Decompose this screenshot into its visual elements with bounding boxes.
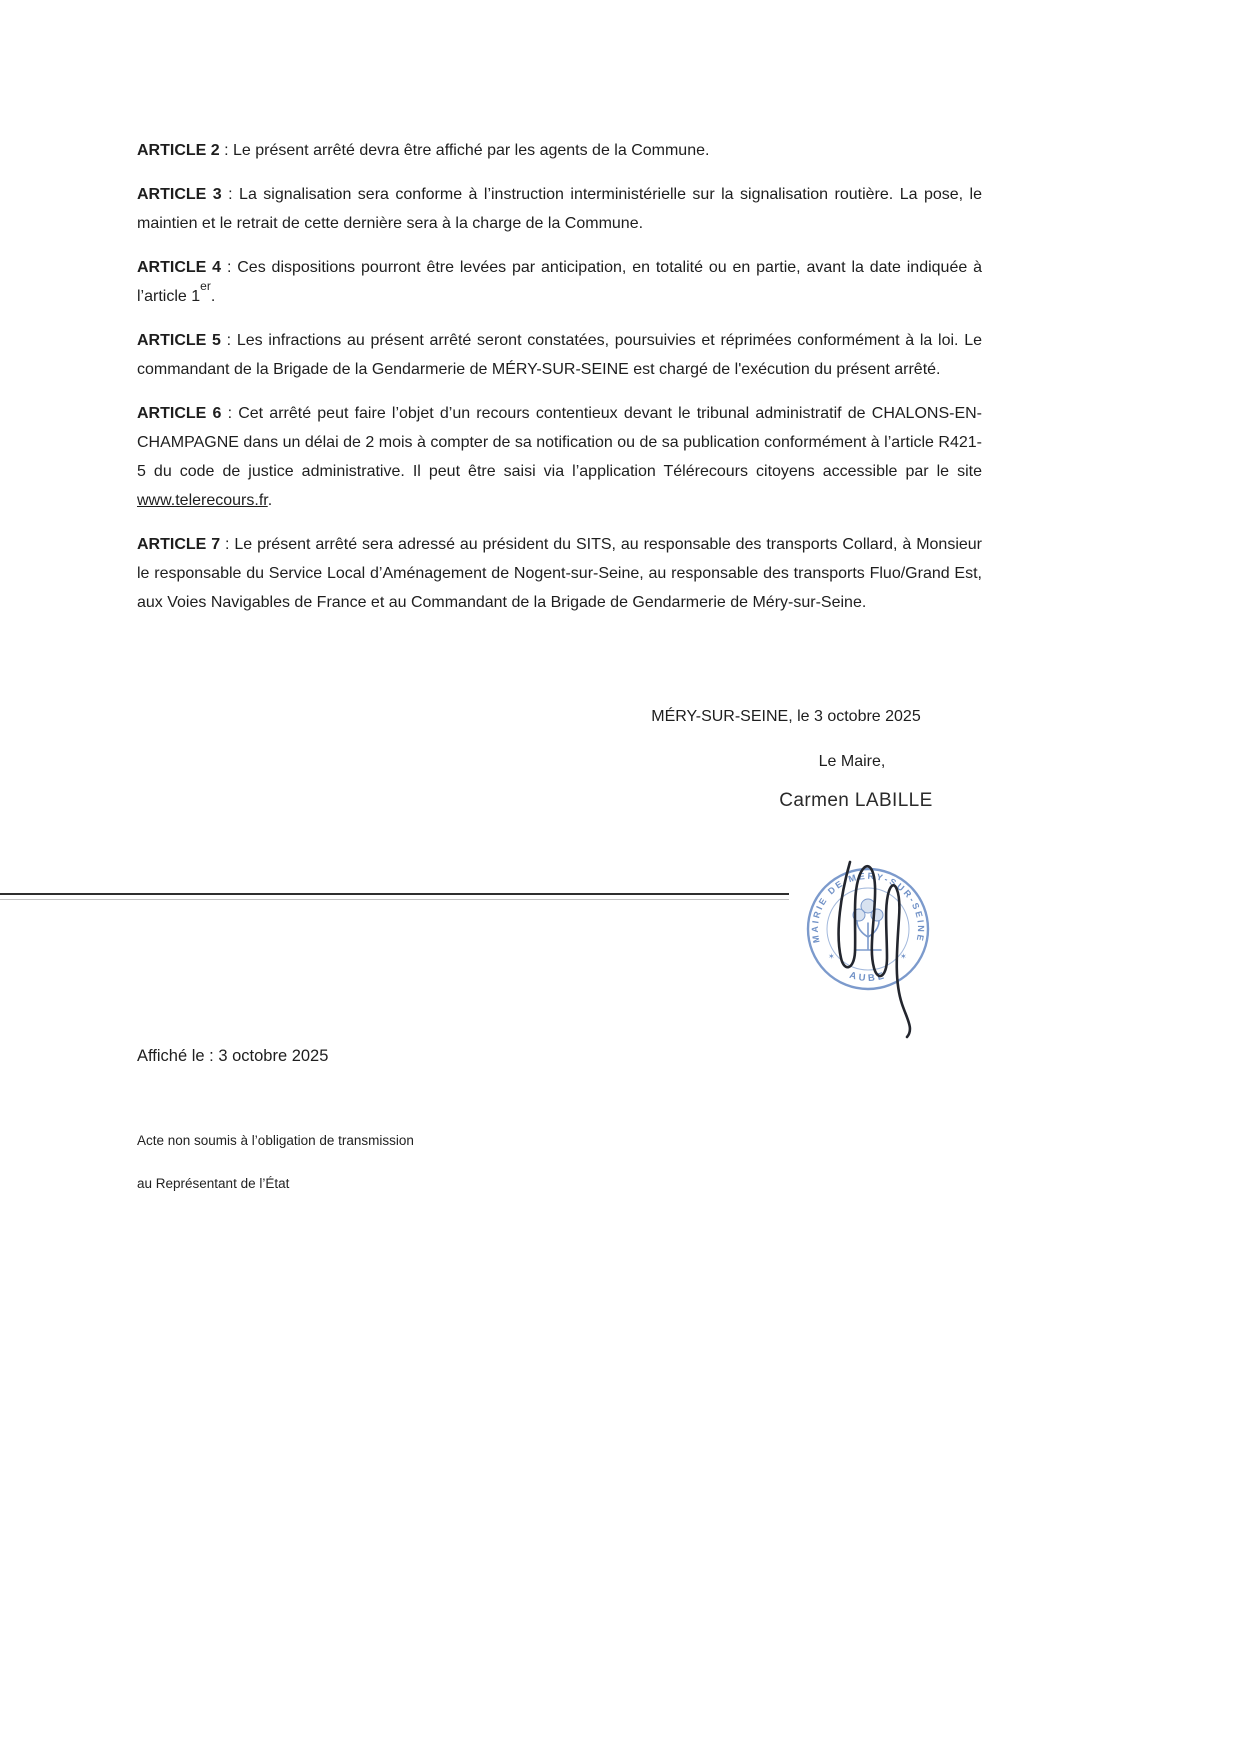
article-4-text: Ces dispositions pourront être levées par anticipation, en totalité ou en partie, avant la date indiquée à l’article 1 <box>137 259 983 305</box>
stamp-star-left: ✶ <box>828 952 835 961</box>
article-6-text-end: . <box>267 492 273 509</box>
signature-place-date: MÉRY-SUR-SEINE, le 3 octobre 2025 <box>651 708 921 725</box>
article-2-separator: : <box>219 142 234 159</box>
article-4-separator: : <box>221 259 238 276</box>
signature-stroke <box>839 862 910 1037</box>
footnote-representant: au Représentant de l’État <box>137 1176 290 1191</box>
article-5-label: ARTICLE 5 <box>137 332 221 349</box>
article-3-label: ARTICLE 3 <box>137 186 222 203</box>
article-5 <box>137 326 982 384</box>
article-6-label: ARTICLE 6 <box>137 405 222 422</box>
article-2-label: ARTICLE 2 <box>137 142 220 159</box>
signature-name: Carmen LABILLE <box>779 790 933 811</box>
stamp-top-text: MAIRIE DE MÉRY-SUR-SEINE <box>809 870 927 944</box>
article-4-superscript: er <box>200 278 211 293</box>
document-body <box>137 136 982 632</box>
article-3-separator: : <box>221 186 240 203</box>
article-5-separator: : <box>220 332 237 349</box>
posted-date: Affiché le : 3 octobre 2025 <box>137 1047 329 1065</box>
signature <box>788 846 968 1046</box>
divider-line <box>0 893 789 895</box>
stamp-star-right: ✶ <box>900 952 907 961</box>
article-5-text: Les infractions au présent arrêté seront constatées, poursuivies et réprimées conformément à la loi. Le commandant de la Brigade de la Gendarmerie de MÉRY-SUR-SEINE est chargé de l'exécution du présent arrêté. <box>137 332 983 378</box>
divider-line-faint <box>0 899 789 900</box>
stamp-bottom-text: AUBE <box>847 969 889 985</box>
telerecours-link[interactable]: www.telerecours.fr <box>137 492 268 509</box>
article-4 <box>137 253 982 311</box>
article-3-text: La signalisation sera conforme à l’instruction interministérielle sur la signalisation routière. La pose, le maintien et le retrait de cette dernière sera à la charge de la Commune. <box>137 186 982 232</box>
article-7 <box>137 530 982 617</box>
footnote-transmission: Acte non soumis à l’obligation de transmission <box>137 1133 414 1148</box>
article-6-text: Cet arrêté peut faire l’objet d’un recours contentieux devant le tribunal administratif de CHALONS-EN-CHAMPAGNE dans un délai de 2 mois à compter de sa notification ou de sa publication conformément à l’article R421-5 du code de justice administrative. Il peut être saisi via l’application Télérecours citoyens accessible par le site <box>137 405 982 480</box>
article-6 <box>137 399 982 515</box>
article-4-text-end: . <box>210 288 216 305</box>
signature-title: Le Maire, <box>818 753 886 770</box>
article-7-label: ARTICLE 7 <box>137 536 221 553</box>
article-2 <box>137 136 982 165</box>
article-2-text: Le présent arrêté devra être affiché par les agents de la Commune. <box>233 142 710 159</box>
article-4-label: ARTICLE 4 <box>137 259 222 276</box>
article-7-separator: : <box>220 536 235 553</box>
article-3 <box>137 180 982 238</box>
article-6-separator: : <box>221 405 239 422</box>
article-7-text: Le présent arrêté sera adressé au président du SITS, au responsable des transports Collard, à Monsieur le responsable du Service Local d’Aménagement de Nogent-sur-Seine, au responsable des transports Fluo/Grand Est, aux Voies Navigables de France et au Commandant de la Brigade de Gendarmerie de Méry-sur-Seine. <box>137 536 982 611</box>
